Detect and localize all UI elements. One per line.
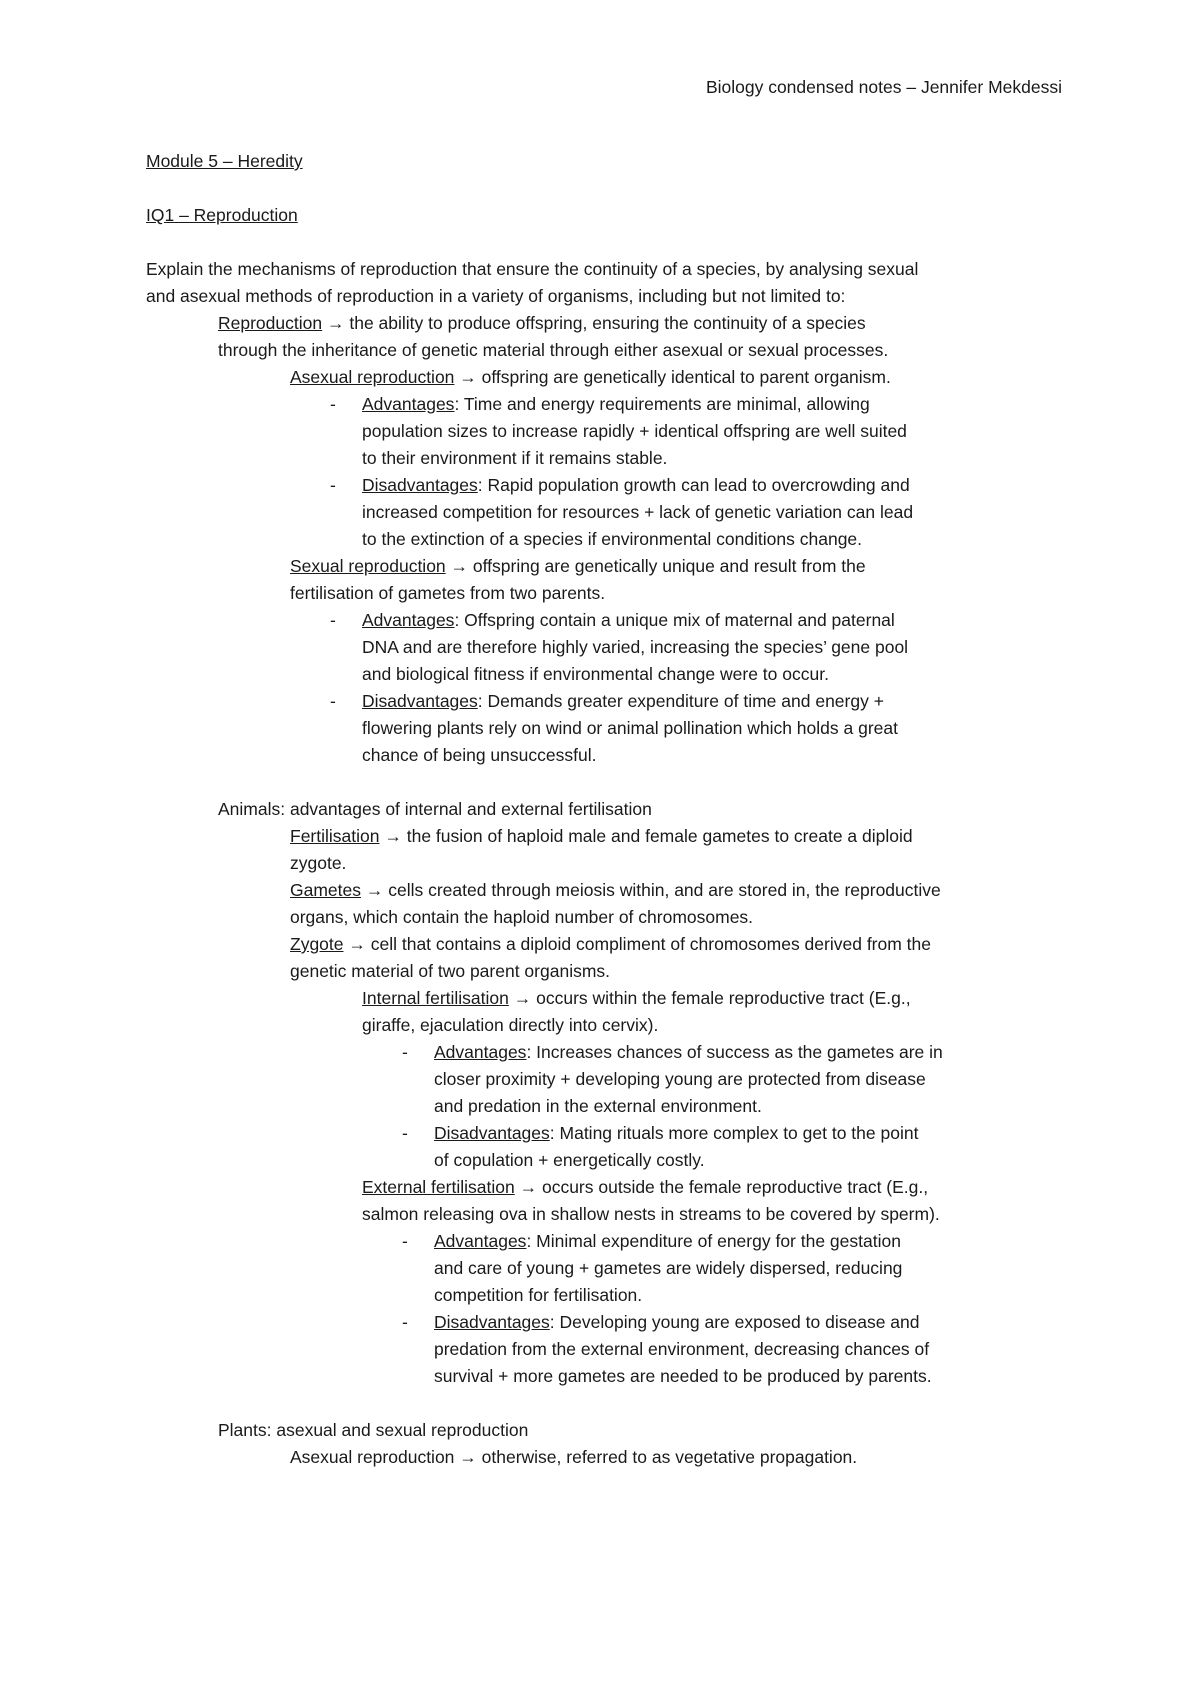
bullet: - bbox=[402, 1042, 408, 1062]
gametes-definition: Gametes → cells created through meiosis within, and are stored in, the reproductive bbox=[290, 880, 941, 900]
arrow-icon: → bbox=[365, 880, 384, 900]
fertilisation-definition: Fertilisation → the fusion of haploid male and female gametes to create a diploid bbox=[290, 826, 913, 846]
external-fertilisation-definition: External fertilisation → occurs outside the female reproductive tract (E.g., bbox=[362, 1177, 929, 1197]
arrow-icon: → bbox=[326, 313, 345, 333]
list-item: - Advantages: Increases chances of success as the gametes are in bbox=[146, 1039, 1066, 1066]
list-item: - Disadvantages: Rapid population growth can lead to overcrowding and bbox=[146, 472, 1066, 499]
bullet: - bbox=[330, 394, 336, 414]
arrow-icon: → bbox=[348, 934, 366, 954]
sexual-definition: Sexual reproduction → offspring are genetically unique and result from the bbox=[290, 556, 866, 576]
document-body: Module 5 – Heredity IQ1 – Reproduction Explain the mechanisms of reproduction that ensure the continuity of a species, by analysing sexual and asexual methods of reproduction in a variety of organisms, including but not limited to: Reproduction → the ability to produce offspring, ensuring the continuity of a species through the inheritance of genetic material through either asexual or sexual processes. Asexual reproduction → offspring are genetically identical to parent organism. - Advantages: Time and energy requirements are minimal, allowing population sizes to increase rapidly + identical offspring are well suited to their environment if it remains stable. - Disadvantages: Rapid population growth can lead to overcrowding and increased competition for resources + lack of genetic variation can lead to the extinction of a species if environmental conditions change. Sexual reproduction → offspring are genetically unique and result from the fertilisation of gametes from two parents. - Advantages: Offspring contain a unique mix of maternal and paternal DNA and are therefore highly varied, increasing the species’ gene pool and biological fitness if environmental change were to occur. - Disadvantages: Demands greater expenditure of time and energy + flowering plants rely on wind or animal pollination which holds a great chance of being unsuccessful. Animals: advantages of internal and external fertilisation Fertilisation → the fusion of haploid male and female gametes to create a diploid zygote. Gametes → cells created through meiosis within, and are stored in, the reproductive organs, which contain the haploid number of chromosomes. Zygote → cell that contains a diploid compliment of chromosomes derived from the genetic material of two parent organisms. Internal fertilisation → occurs within the female reproductive tract (E.g., giraffe, ejaculation directly into cervix). - Advantages: Increases chances of success as the gametes are in closer proximity + developing young are protected from disease and predation in the external environment. - Disadvantages: Mating rituals more complex to get to the point of copulation + energetically costly. External fertilisation → occurs outside the female reproductive tract (E.g., salmon releasing ova in shallow nests in streams to be covered by sperm). - Advantages: Minimal expenditure of energy for the gestation and care of young + gametes are widely dispersed, reducing competition for fertilisation. - Disadvantages: Developing young are exposed to disease and predation from the external environment, decreasing chances of survival + more gametes are needed to be produced by parents. Plants: asexual and sexual reproduction Asexual reproduction → otherwise, referred to as vegetative propagation. bbox=[146, 148, 1066, 1471]
definition-line: through the inheritance of genetic material through either asexual or sexual processes. bbox=[218, 340, 889, 360]
list-item: - Advantages: Offspring contain a unique mix of maternal and paternal bbox=[146, 607, 1066, 634]
intro-line: and asexual methods of reproduction in a variety of organisms, including but not limited to: bbox=[146, 286, 846, 306]
arrow-icon: → bbox=[513, 988, 532, 1008]
arrow-icon: → bbox=[450, 556, 469, 576]
animals-heading: Animals: advantages of internal and external fertilisation bbox=[218, 799, 652, 819]
internal-fertilisation-definition: Internal fertilisation → occurs within the female reproductive tract (E.g., bbox=[362, 988, 911, 1008]
bullet: - bbox=[402, 1123, 408, 1143]
bullet: - bbox=[330, 475, 336, 495]
arrow-icon: → bbox=[384, 826, 402, 846]
arrow-icon: → bbox=[459, 367, 477, 387]
bullet: - bbox=[402, 1231, 408, 1251]
plants-asexual-definition: Asexual reproduction → otherwise, referred to as vegetative propagation. bbox=[290, 1447, 858, 1467]
arrow-icon: → bbox=[519, 1177, 538, 1197]
intro-line: Explain the mechanisms of reproduction that ensure the continuity of a species, by analysing sexual bbox=[146, 259, 919, 279]
bullet: - bbox=[330, 691, 336, 711]
list-item: - Advantages: Minimal expenditure of energy for the gestation bbox=[146, 1228, 1066, 1255]
plants-heading: Plants: asexual and sexual reproduction bbox=[218, 1420, 529, 1440]
term: Asexual reproduction bbox=[290, 367, 455, 387]
inquiry-heading: IQ1 – Reproduction bbox=[146, 205, 298, 225]
list-item: - Disadvantages: Developing young are exposed to disease and bbox=[146, 1309, 1066, 1336]
zygote-definition: Zygote → cell that contains a diploid compliment of chromosomes derived from the bbox=[290, 934, 932, 954]
bullet: - bbox=[402, 1312, 408, 1332]
bullet: - bbox=[330, 610, 336, 630]
list-item: - Disadvantages: Demands greater expenditure of time and energy + bbox=[146, 688, 1066, 715]
reproduction-definition: Reproduction → the ability to produce offspring, ensuring the continuity of a species bbox=[218, 313, 866, 333]
term: Sexual reproduction bbox=[290, 556, 446, 576]
asexual-definition: Asexual reproduction → offspring are genetically identical to parent organism. bbox=[290, 367, 891, 387]
module-heading: Module 5 – Heredity bbox=[146, 151, 303, 171]
list-item: - Advantages: Time and energy requirements are minimal, allowing bbox=[146, 391, 1066, 418]
page-header: Biology condensed notes – Jennifer Mekdessi bbox=[705, 77, 1062, 97]
term: Reproduction bbox=[218, 313, 323, 333]
list-item: - Disadvantages: Mating rituals more complex to get to the point bbox=[146, 1120, 1066, 1147]
arrow-icon: → bbox=[459, 1447, 477, 1467]
